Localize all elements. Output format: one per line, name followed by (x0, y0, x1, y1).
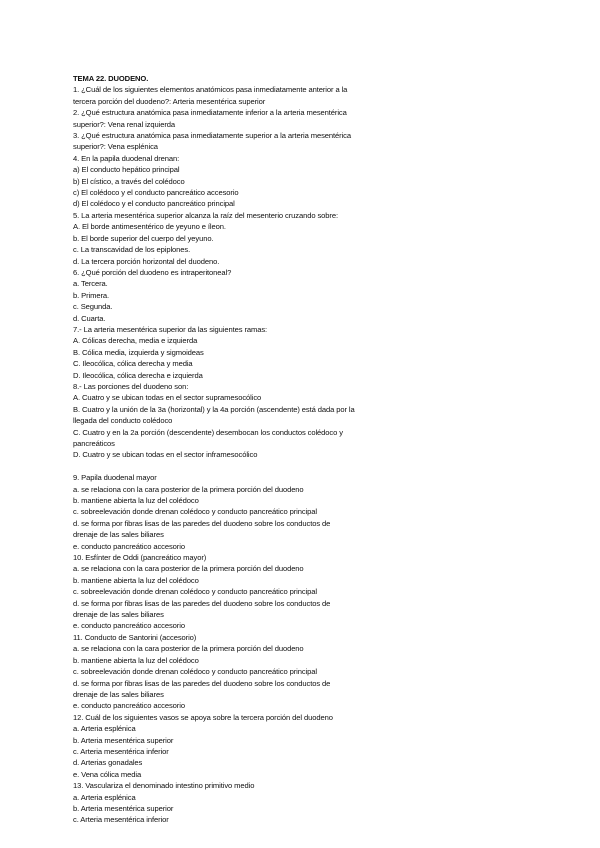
text-line: a. Arteria esplénica (73, 792, 136, 802)
text-line: B. Cólica media, izquierda y sigmoideas (73, 347, 204, 357)
text-line: d. se forma por fibras lisas de las paredes del duodeno sobre los conductos de (73, 518, 331, 528)
text-line: 8.- Las porciones del duodeno son: (73, 381, 189, 391)
text-line: 9. Papila duodenal mayor (73, 473, 157, 483)
text-line: e. conducto pancreático accesorio (73, 621, 185, 631)
text-line: b. mantiene abierta la luz del colédoco (73, 496, 199, 506)
text-line: c. sobreelevación donde drenan colédoco y conducto pancreático principal (73, 507, 317, 517)
text-line: 2. ¿Qué estructura anatómica pasa inmediatamente inferior a la arteria mesentérica (73, 108, 347, 118)
text-line: llegada del conducto colédoco (73, 416, 173, 426)
document-lines (73, 84, 543, 825)
text-line: 10. Esfínter de Oddi (pancreático mayor) (73, 553, 207, 563)
text-line: drenaje de las sales biliares (73, 530, 164, 540)
document-body (73, 73, 543, 826)
text-line: d. Arterias gonadales (73, 758, 143, 768)
text-line: D. Ileocólica, cólica derecha e izquierda (73, 370, 203, 380)
text-line: d. Cuarta. (73, 313, 106, 323)
text-line: e. Vena cólica media (73, 769, 142, 779)
text-line: c. sobreelevación donde drenan colédoco y conducto pancreático principal (73, 587, 317, 597)
text-line: C. Ileocólica, cólica derecha y media (73, 359, 193, 369)
text-line: superior?: Vena renal izquierda (73, 119, 176, 129)
text-line: d. La tercera porción horizontal del duodeno. (73, 256, 220, 266)
blank-line (73, 461, 543, 472)
document-title: TEMA 22. DUODENO. (73, 74, 149, 83)
text-line: c. sobreelevación donde drenan colédoco y conducto pancreático principal (73, 667, 317, 677)
text-line: drenaje de las sales biliares (73, 689, 164, 699)
text-line: b. Arteria mesentérica superior (73, 803, 174, 813)
text-line: a. se relaciona con la cara posterior de la primera porción del duodeno (73, 644, 304, 654)
text-line: C. Cuatro y en la 2a porción (descendente) desembocan los conductos colédoco y (73, 427, 343, 437)
text-line: a. se relaciona con la cara posterior de la primera porción del duodeno (73, 564, 304, 574)
text-line: A. Cuatro y se ubican todas en el sector supramesocólico (73, 393, 262, 403)
text-line: a. Tercera. (73, 279, 108, 289)
text-line: e. conducto pancreático accesorio (73, 701, 185, 711)
text-line: 5. La arteria mesentérica superior alcanza la raíz del mesenterio cruzando sobre: (73, 210, 338, 220)
text-line: d. se forma por fibras lisas de las paredes del duodeno sobre los conductos de (73, 598, 331, 608)
text-line: c. Segunda. (73, 302, 113, 312)
text-line: A. El borde antimesentérico de yeyuno e íleon. (73, 222, 226, 232)
text-line: d) El colédoco y el conducto pancreático principal (73, 199, 235, 209)
text-line: 7.- La arteria mesentérica superior da las siguientes ramas: (73, 324, 268, 334)
text-line: D. Cuatro y se ubican todas en el sector inframesocólico (73, 450, 258, 460)
text-line: c. Arteria mesentérica inferior (73, 815, 169, 825)
text-line: 3. ¿Qué estructura anatómica pasa inmediatamente superior a la arteria mesentérica (73, 131, 351, 141)
text-line: superior?: Vena esplénica (73, 142, 158, 152)
text-line: a. se relaciona con la cara posterior de la primera porción del duodeno (73, 484, 304, 494)
text-line: b) El cístico, a través del colédoco (73, 176, 185, 186)
text-line: 13. Vasculariza el denominado intestino primitivo medio (73, 781, 255, 791)
text-line: d. se forma por fibras lisas de las paredes del duodeno sobre los conductos de (73, 678, 331, 688)
text-line: 4. En la papila duodenal drenan: (73, 153, 180, 163)
text-line: b. Primera. (73, 290, 110, 300)
text-line: B. Cuatro y la unión de la 3a (horizontal) y la 4a porción (ascendente) está dada por la (73, 404, 355, 414)
text-line: 12. Cuál de los siguientes vasos se apoya sobre la tercera porción del duodeno (73, 712, 333, 722)
text-line: drenaje de las sales biliares (73, 610, 164, 620)
text-line: pancreáticos (73, 439, 115, 448)
text-line: tercera porción del duodeno?: Arteria mesentérica superior (73, 96, 266, 106)
text-line: b. Arteria mesentérica superior (73, 735, 174, 745)
text-line: b. El borde superior del cuerpo del yeyuno. (73, 233, 214, 243)
text-line: 11. Conducto de Santorini (accesorio) (73, 632, 197, 642)
text-line: a) El conducto hepático principal (73, 165, 180, 175)
text-line: c. Arteria mesentérica inferior (73, 746, 169, 756)
text-line: A. Cólicas derecha, media e izquierda (73, 336, 198, 346)
text-line: e. conducto pancreático accesorio (73, 541, 185, 551)
text-line: 6. ¿Qué porción del duodeno es intraperitoneal? (73, 267, 232, 277)
text-line: b. mantiene abierta la luz del colédoco (73, 575, 199, 585)
text-line: b. mantiene abierta la luz del colédoco (73, 655, 199, 665)
text-line: a. Arteria esplénica (73, 724, 136, 734)
text-line: c) El colédoco y el conducto pancreático accesorio (73, 188, 239, 198)
text-line: c. La transcavidad de los epiplones. (73, 245, 191, 255)
text-line: 1. ¿Cuál de los siguientes elementos anatómicos pasa inmediatamente anterior a la (73, 85, 348, 95)
